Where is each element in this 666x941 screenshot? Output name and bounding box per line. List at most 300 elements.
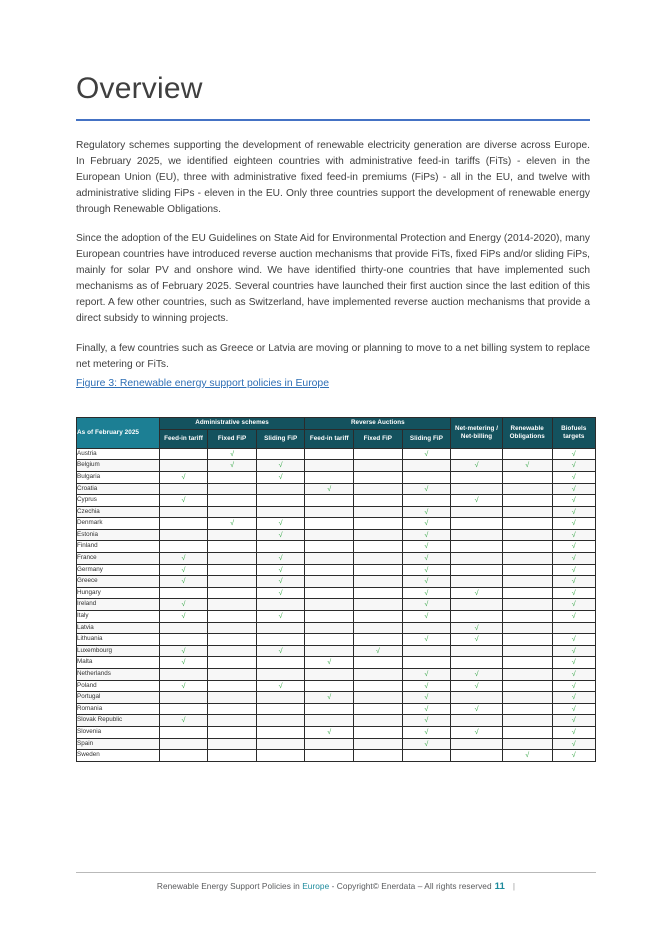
table-cell-auction-fixed-fip xyxy=(354,599,403,611)
table-cell-net-metering xyxy=(451,669,503,681)
table-cell-auction-sliding-fip xyxy=(402,611,451,623)
table-cell-biofuels-targets xyxy=(552,669,596,681)
table-cell-renewable-obligations xyxy=(502,483,552,495)
table-cell-biofuels-targets xyxy=(552,715,596,727)
table-cell-renewable-obligations xyxy=(502,703,552,715)
check-icon: √ xyxy=(474,726,479,736)
table-cell-auction-feed-in-tariff xyxy=(305,483,354,495)
table-cell-auction-fixed-fip xyxy=(354,587,403,599)
table-cell-admin-sliding-fip xyxy=(256,750,305,762)
check-icon: √ xyxy=(424,599,429,609)
check-icon: √ xyxy=(571,715,576,725)
table-cell-admin-fixed-fip xyxy=(208,645,257,657)
table-cell-biofuels-targets xyxy=(552,506,596,518)
table-cell-admin-sliding-fip xyxy=(256,471,305,483)
table-cell-admin-feed-in-tariff xyxy=(159,657,208,669)
table-cell-auction-feed-in-tariff xyxy=(305,645,354,657)
table-cell-auction-feed-in-tariff xyxy=(305,657,354,669)
table-cell-admin-sliding-fip xyxy=(256,622,305,634)
table-row xyxy=(77,553,596,565)
policy-table-container xyxy=(76,391,596,762)
table-row xyxy=(77,657,596,669)
table-cell-admin-sliding-fip xyxy=(256,587,305,599)
column-header-admin-fixed-fip: Fixed FiP xyxy=(208,429,257,448)
check-icon: √ xyxy=(474,587,479,597)
table-cell-net-metering xyxy=(451,634,503,646)
table-cell-admin-feed-in-tariff xyxy=(159,634,208,646)
table-cell-country: Spain xyxy=(77,738,160,750)
table-cell-renewable-obligations xyxy=(502,460,552,472)
table-cell-admin-feed-in-tariff xyxy=(159,553,208,565)
table-cell-biofuels-targets xyxy=(552,645,596,657)
check-icon: √ xyxy=(278,553,283,563)
check-icon: √ xyxy=(424,669,429,678)
table-cell-auction-fixed-fip xyxy=(354,657,403,669)
table-cell-biofuels-targets xyxy=(552,692,596,704)
table-cell-admin-feed-in-tariff xyxy=(159,448,208,460)
check-icon: √ xyxy=(327,726,332,736)
check-icon: √ xyxy=(424,680,429,690)
table-cell-country: Austria xyxy=(77,448,160,460)
table-cell-country: Belgium xyxy=(77,460,160,472)
table-cell-admin-feed-in-tariff xyxy=(159,703,208,715)
check-icon: √ xyxy=(278,611,283,621)
check-icon: √ xyxy=(181,657,186,667)
table-cell-auction-fixed-fip xyxy=(354,483,403,495)
check-icon: √ xyxy=(474,622,479,632)
column-header-renewable-obligations: Renewable Obligations xyxy=(502,417,552,448)
table-cell-admin-feed-in-tariff xyxy=(159,541,208,553)
table-cell-admin-sliding-fip xyxy=(256,529,305,541)
table-cell-auction-sliding-fip xyxy=(402,506,451,518)
table-cell-net-metering xyxy=(451,738,503,750)
table-cell-auction-sliding-fip xyxy=(402,703,451,715)
table-cell-renewable-obligations xyxy=(502,622,552,634)
table-cell-admin-fixed-fip xyxy=(208,726,257,738)
table-cell-auction-sliding-fip xyxy=(402,634,451,646)
table-cell-auction-feed-in-tariff xyxy=(305,634,354,646)
table-cell-auction-feed-in-tariff xyxy=(305,738,354,750)
table-cell-renewable-obligations xyxy=(502,564,552,576)
table-cell-biofuels-targets xyxy=(552,750,596,762)
check-icon: √ xyxy=(424,738,429,748)
table-cell-net-metering xyxy=(451,518,503,530)
table-cell-biofuels-targets xyxy=(552,553,596,565)
table-row xyxy=(77,506,596,518)
table-cell-auction-sliding-fip xyxy=(402,726,451,738)
group-header-administrative-schemes: Administrative schemes xyxy=(159,417,305,429)
table-cell-admin-fixed-fip xyxy=(208,599,257,611)
table-cell-admin-fixed-fip xyxy=(208,738,257,750)
table-cell-country: Italy xyxy=(77,611,160,623)
table-body xyxy=(77,448,596,761)
check-icon: √ xyxy=(424,715,429,725)
check-icon: √ xyxy=(424,483,429,493)
check-icon: √ xyxy=(424,703,429,713)
paragraph-1: Regulatory schemes supporting the development of renewable electricity generation are diverse across Europe. In February 2025, we identified eighteen countries with administrative feed-in tariffs (FiTs) - eleven in the European Union (EU), three with administrative fixed feed-in premiums (FiPs) - all in the EU, and twelve with administrative sliding FiPs - eleven in the EU. Only three countries support the development of renewable energy through Renewable Obligations. xyxy=(76,139,590,215)
table-cell-renewable-obligations xyxy=(502,529,552,541)
check-icon: √ xyxy=(474,669,479,678)
table-cell-auction-feed-in-tariff xyxy=(305,576,354,588)
table-cell-auction-fixed-fip xyxy=(354,703,403,715)
table-cell-auction-fixed-fip xyxy=(354,645,403,657)
table-cell-country: Slovak Republic xyxy=(77,715,160,727)
table-cell-net-metering xyxy=(451,553,503,565)
table-header xyxy=(77,417,596,448)
check-icon: √ xyxy=(278,587,283,597)
table-cell-net-metering xyxy=(451,645,503,657)
check-icon: √ xyxy=(571,703,576,713)
check-icon: √ xyxy=(424,587,429,597)
table-cell-admin-fixed-fip xyxy=(208,634,257,646)
table-row xyxy=(77,471,596,483)
check-icon: √ xyxy=(571,611,576,621)
table-cell-net-metering xyxy=(451,657,503,669)
table-cell-auction-fixed-fip xyxy=(354,518,403,530)
check-icon: √ xyxy=(278,564,283,574)
table-cell-biofuels-targets xyxy=(552,448,596,460)
footer-text-after: - Copyright© Enerdata – All rights reserved xyxy=(329,881,492,891)
table-cell-net-metering xyxy=(451,726,503,738)
table-cell-auction-feed-in-tariff xyxy=(305,564,354,576)
check-icon: √ xyxy=(474,680,479,690)
table-cell-admin-sliding-fip xyxy=(256,495,305,507)
table-cell-admin-feed-in-tariff xyxy=(159,750,208,762)
check-icon: √ xyxy=(571,506,576,516)
table-cell-admin-feed-in-tariff xyxy=(159,680,208,692)
table-cell-admin-feed-in-tariff xyxy=(159,669,208,681)
renewable-policy-table xyxy=(76,417,596,762)
table-row xyxy=(77,495,596,507)
table-cell-country: Malta xyxy=(77,657,160,669)
table-cell-auction-fixed-fip xyxy=(354,669,403,681)
table-cell-admin-sliding-fip xyxy=(256,657,305,669)
check-icon: √ xyxy=(230,448,235,458)
table-cell-country: Portugal xyxy=(77,692,160,704)
table-cell-auction-sliding-fip xyxy=(402,680,451,692)
table-cell-biofuels-targets xyxy=(552,576,596,588)
table-cell-admin-fixed-fip xyxy=(208,611,257,623)
table-cell-net-metering xyxy=(451,692,503,704)
table-cell-admin-sliding-fip xyxy=(256,703,305,715)
table-cell-admin-fixed-fip xyxy=(208,495,257,507)
table-cell-country: Greece xyxy=(77,576,160,588)
table-cell-auction-feed-in-tariff xyxy=(305,692,354,704)
check-icon: √ xyxy=(278,680,283,690)
table-cell-country: Luxembourg xyxy=(77,645,160,657)
table-cell-net-metering xyxy=(451,622,503,634)
check-icon: √ xyxy=(571,460,576,470)
table-cell-auction-feed-in-tariff xyxy=(305,726,354,738)
footer-text xyxy=(76,873,596,892)
check-icon: √ xyxy=(571,448,576,458)
check-icon: √ xyxy=(474,703,479,713)
table-cell-admin-sliding-fip xyxy=(256,541,305,553)
table-cell-net-metering xyxy=(451,529,503,541)
table-cell-auction-fixed-fip xyxy=(354,529,403,541)
table-cell-admin-fixed-fip xyxy=(208,692,257,704)
table-cell-auction-sliding-fip xyxy=(402,750,451,762)
check-icon: √ xyxy=(375,645,380,655)
table-cell-auction-sliding-fip xyxy=(402,483,451,495)
table-row xyxy=(77,738,596,750)
table-cell-auction-feed-in-tariff xyxy=(305,541,354,553)
table-cell-admin-feed-in-tariff xyxy=(159,715,208,727)
check-icon: √ xyxy=(181,576,186,586)
table-cell-renewable-obligations xyxy=(502,726,552,738)
check-icon: √ xyxy=(424,541,429,551)
table-cell-auction-feed-in-tariff xyxy=(305,471,354,483)
check-icon: √ xyxy=(181,564,186,574)
check-icon: √ xyxy=(571,669,576,678)
table-cell-net-metering xyxy=(451,541,503,553)
table-row xyxy=(77,611,596,623)
table-cell-renewable-obligations xyxy=(502,471,552,483)
table-row xyxy=(77,576,596,588)
table-corner-label: As of February 2025 xyxy=(77,417,160,448)
table-cell-admin-sliding-fip xyxy=(256,460,305,472)
table-cell-admin-feed-in-tariff xyxy=(159,692,208,704)
table-cell-auction-sliding-fip xyxy=(402,657,451,669)
table-cell-admin-feed-in-tariff xyxy=(159,622,208,634)
table-cell-net-metering xyxy=(451,448,503,460)
table-cell-net-metering xyxy=(451,460,503,472)
table-cell-auction-feed-in-tariff xyxy=(305,587,354,599)
table-cell-auction-feed-in-tariff xyxy=(305,518,354,530)
table-cell-renewable-obligations xyxy=(502,506,552,518)
table-cell-admin-sliding-fip xyxy=(256,634,305,646)
check-icon: √ xyxy=(571,738,576,748)
table-cell-renewable-obligations xyxy=(502,611,552,623)
table-cell-auction-fixed-fip xyxy=(354,680,403,692)
table-cell-auction-fixed-fip xyxy=(354,726,403,738)
table-cell-auction-sliding-fip xyxy=(402,692,451,704)
table-cell-auction-sliding-fip xyxy=(402,460,451,472)
table-cell-auction-sliding-fip xyxy=(402,541,451,553)
table-cell-auction-feed-in-tariff xyxy=(305,750,354,762)
check-icon: √ xyxy=(571,657,576,667)
table-cell-auction-fixed-fip xyxy=(354,506,403,518)
table-cell-admin-sliding-fip xyxy=(256,553,305,565)
check-icon: √ xyxy=(474,460,479,470)
table-cell-auction-sliding-fip xyxy=(402,738,451,750)
table-cell-biofuels-targets xyxy=(552,460,596,472)
table-cell-admin-fixed-fip xyxy=(208,587,257,599)
table-row xyxy=(77,518,596,530)
table-cell-net-metering xyxy=(451,611,503,623)
check-icon: √ xyxy=(571,680,576,690)
table-cell-admin-fixed-fip xyxy=(208,622,257,634)
table-cell-admin-sliding-fip xyxy=(256,564,305,576)
table-cell-biofuels-targets xyxy=(552,495,596,507)
table-cell-renewable-obligations xyxy=(502,657,552,669)
table-cell-biofuels-targets xyxy=(552,622,596,634)
column-header-auction-feed-in-tariff: Feed-in tariff xyxy=(305,429,354,448)
check-icon: √ xyxy=(571,483,576,493)
check-icon: √ xyxy=(181,495,186,505)
table-cell-net-metering xyxy=(451,587,503,599)
table-cell-admin-sliding-fip xyxy=(256,645,305,657)
check-icon: √ xyxy=(278,460,283,470)
table-cell-auction-fixed-fip xyxy=(354,622,403,634)
table-cell-biofuels-targets xyxy=(552,564,596,576)
footer-text-before: Renewable Energy Support Policies in xyxy=(156,881,303,891)
table-cell-auction-sliding-fip xyxy=(402,587,451,599)
table-cell-admin-fixed-fip xyxy=(208,750,257,762)
check-icon: √ xyxy=(474,634,479,644)
table-cell-admin-feed-in-tariff xyxy=(159,506,208,518)
table-cell-admin-fixed-fip xyxy=(208,703,257,715)
table-cell-auction-sliding-fip xyxy=(402,553,451,565)
table-cell-auction-fixed-fip xyxy=(354,553,403,565)
table-cell-biofuels-targets xyxy=(552,703,596,715)
table-cell-auction-fixed-fip xyxy=(354,715,403,727)
table-cell-biofuels-targets xyxy=(552,541,596,553)
table-row xyxy=(77,587,596,599)
table-cell-admin-feed-in-tariff xyxy=(159,645,208,657)
check-icon: √ xyxy=(474,495,479,505)
check-icon: √ xyxy=(424,692,429,702)
check-icon: √ xyxy=(181,715,186,725)
check-icon: √ xyxy=(571,599,576,609)
table-cell-admin-fixed-fip xyxy=(208,518,257,530)
table-cell-admin-sliding-fip xyxy=(256,611,305,623)
table-cell-auction-fixed-fip xyxy=(354,564,403,576)
table-row xyxy=(77,564,596,576)
table-cell-auction-sliding-fip xyxy=(402,576,451,588)
table-cell-country: Bulgaria xyxy=(77,471,160,483)
table-cell-biofuels-targets xyxy=(552,657,596,669)
table-cell-biofuels-targets xyxy=(552,680,596,692)
table-cell-net-metering xyxy=(451,703,503,715)
table-cell-admin-fixed-fip xyxy=(208,715,257,727)
table-cell-auction-fixed-fip xyxy=(354,750,403,762)
table-cell-renewable-obligations xyxy=(502,645,552,657)
table-cell-renewable-obligations xyxy=(502,495,552,507)
table-cell-admin-fixed-fip xyxy=(208,506,257,518)
table-cell-renewable-obligations xyxy=(502,518,552,530)
table-cell-admin-sliding-fip xyxy=(256,738,305,750)
page-title: Overview xyxy=(76,72,203,105)
table-cell-renewable-obligations xyxy=(502,738,552,750)
table-row xyxy=(77,692,596,704)
check-icon: √ xyxy=(571,692,576,702)
column-header-auction-sliding-fip: Sliding FiP xyxy=(402,429,451,448)
paragraph-3: Finally, a few countries such as Greece or Latvia are moving or planning to move to a net billing system to replace net metering or FiTs. xyxy=(76,342,590,370)
table-cell-admin-fixed-fip xyxy=(208,680,257,692)
table-cell-auction-sliding-fip xyxy=(402,529,451,541)
table-row xyxy=(77,448,596,460)
check-icon: √ xyxy=(327,692,332,702)
table-cell-admin-fixed-fip xyxy=(208,657,257,669)
figure-caption-link[interactable]: Figure 3: Renewable energy support policies in Europe xyxy=(76,377,329,389)
table-cell-auction-fixed-fip xyxy=(354,692,403,704)
table-cell-auction-sliding-fip xyxy=(402,599,451,611)
table-cell-admin-sliding-fip xyxy=(256,680,305,692)
table-cell-admin-fixed-fip xyxy=(208,460,257,472)
check-icon: √ xyxy=(424,726,429,736)
check-icon: √ xyxy=(181,553,186,563)
table-cell-country: Denmark xyxy=(77,518,160,530)
table-cell-net-metering xyxy=(451,471,503,483)
table-cell-admin-fixed-fip xyxy=(208,553,257,565)
table-cell-auction-feed-in-tariff xyxy=(305,599,354,611)
table-cell-auction-feed-in-tariff xyxy=(305,611,354,623)
table-cell-admin-fixed-fip xyxy=(208,483,257,495)
table-cell-auction-feed-in-tariff xyxy=(305,506,354,518)
table-cell-auction-sliding-fip xyxy=(402,715,451,727)
table-cell-auction-sliding-fip xyxy=(402,622,451,634)
table-cell-admin-fixed-fip xyxy=(208,541,257,553)
table-cell-auction-feed-in-tariff xyxy=(305,553,354,565)
table-cell-auction-sliding-fip xyxy=(402,669,451,681)
table-cell-admin-feed-in-tariff xyxy=(159,483,208,495)
column-header-net-metering: Net-metering / Net-billing xyxy=(451,417,503,448)
check-icon: √ xyxy=(278,471,283,481)
table-cell-net-metering xyxy=(451,680,503,692)
table-cell-renewable-obligations xyxy=(502,599,552,611)
table-row xyxy=(77,703,596,715)
table-cell-admin-sliding-fip xyxy=(256,715,305,727)
table-cell-admin-sliding-fip xyxy=(256,576,305,588)
table-cell-country: Ireland xyxy=(77,599,160,611)
table-cell-auction-sliding-fip xyxy=(402,518,451,530)
table-cell-net-metering xyxy=(451,576,503,588)
check-icon: √ xyxy=(424,553,429,563)
table-row xyxy=(77,541,596,553)
table-cell-auction-fixed-fip xyxy=(354,460,403,472)
table-cell-country: Romania xyxy=(77,703,160,715)
check-icon: √ xyxy=(571,564,576,574)
check-icon: √ xyxy=(571,645,576,655)
check-icon: √ xyxy=(424,448,429,458)
column-header-biofuels-targets: Biofuels targets xyxy=(552,417,596,448)
table-cell-country: Sweden xyxy=(77,750,160,762)
table-cell-biofuels-targets xyxy=(552,529,596,541)
table-cell-net-metering xyxy=(451,483,503,495)
table-cell-net-metering xyxy=(451,715,503,727)
table-cell-auction-feed-in-tariff xyxy=(305,680,354,692)
table-cell-biofuels-targets xyxy=(552,471,596,483)
table-cell-country: Czechia xyxy=(77,506,160,518)
check-icon: √ xyxy=(230,518,235,528)
table-cell-biofuels-targets xyxy=(552,726,596,738)
table-cell-auction-fixed-fip xyxy=(354,448,403,460)
check-icon: √ xyxy=(181,680,186,690)
table-cell-auction-sliding-fip xyxy=(402,495,451,507)
table-cell-admin-feed-in-tariff xyxy=(159,529,208,541)
check-icon: √ xyxy=(525,460,530,470)
table-row xyxy=(77,634,596,646)
check-icon: √ xyxy=(424,518,429,528)
table-cell-admin-sliding-fip xyxy=(256,448,305,460)
check-icon: √ xyxy=(571,495,576,505)
table-cell-admin-sliding-fip xyxy=(256,483,305,495)
table-cell-renewable-obligations xyxy=(502,715,552,727)
table-cell-admin-feed-in-tariff xyxy=(159,564,208,576)
table-cell-biofuels-targets xyxy=(552,611,596,623)
table-cell-country: Hungary xyxy=(77,587,160,599)
table-cell-admin-fixed-fip xyxy=(208,564,257,576)
table-cell-admin-fixed-fip xyxy=(208,448,257,460)
table-cell-country: Lithuania xyxy=(77,634,160,646)
table-cell-admin-feed-in-tariff xyxy=(159,460,208,472)
table-cell-admin-feed-in-tariff xyxy=(159,611,208,623)
table-cell-auction-feed-in-tariff xyxy=(305,495,354,507)
table-cell-auction-fixed-fip xyxy=(354,738,403,750)
check-icon: √ xyxy=(571,634,576,644)
table-cell-biofuels-targets xyxy=(552,483,596,495)
